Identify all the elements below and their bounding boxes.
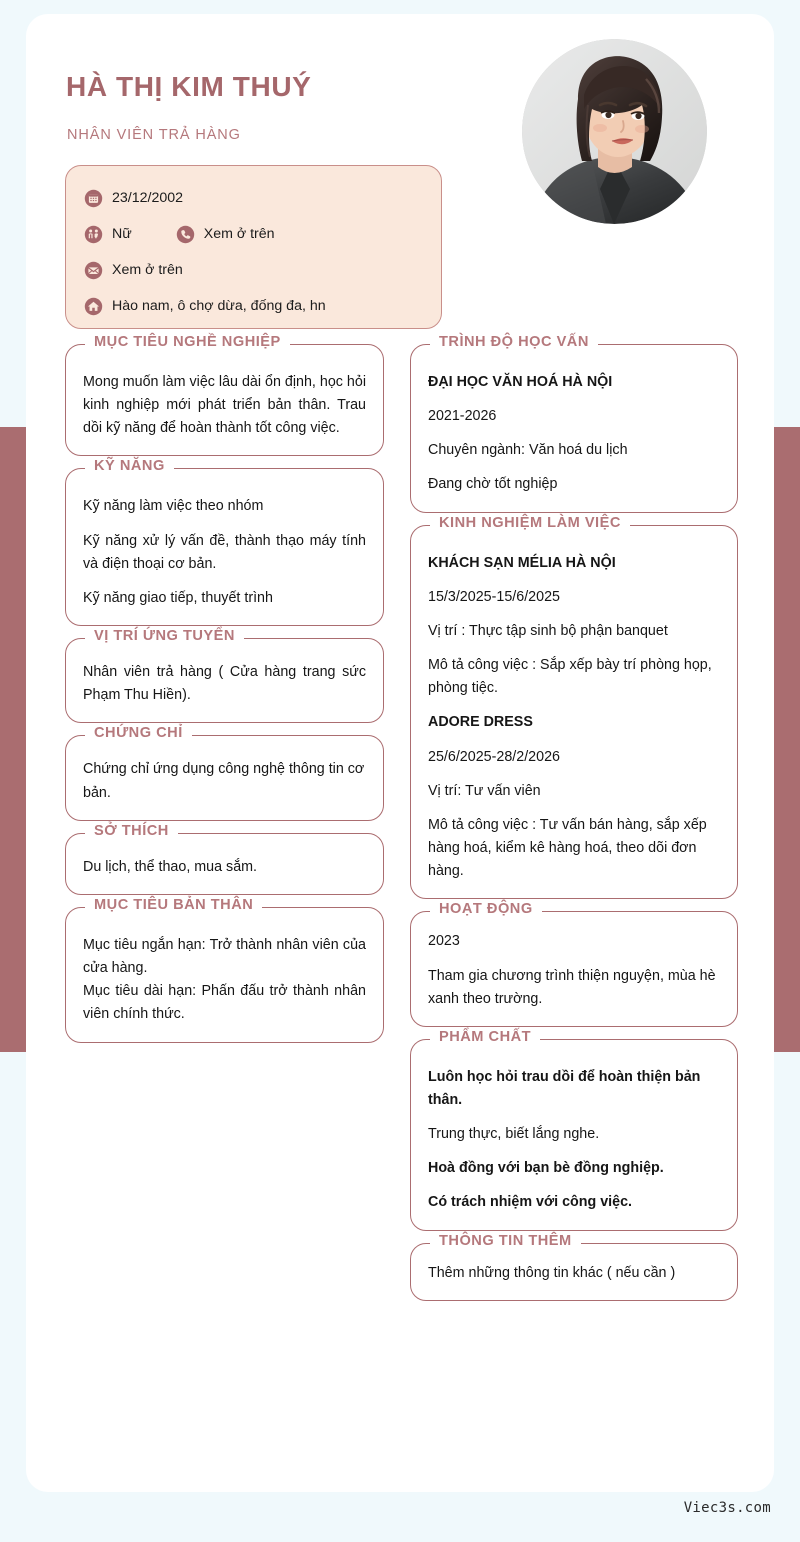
section-applied-position <box>65 628 384 723</box>
section-title: SỞ THÍCH <box>85 823 178 839</box>
right-column <box>410 334 738 1313</box>
gender-value: Nữ <box>112 226 132 242</box>
contact-gender <box>84 225 132 244</box>
section-title: KINH NGHIỆM LÀM VIỆC <box>430 515 630 531</box>
section-title: KỸ NĂNG <box>85 458 174 474</box>
contact-row <box>84 180 423 216</box>
section-title: PHẨM CHẤT <box>430 1029 540 1045</box>
experience-position: Vị trí : Thực tập sinh bộ phận banquet <box>428 622 668 639</box>
contact-email <box>84 261 183 280</box>
section-body <box>83 758 366 804</box>
experience-description: Mô tả công việc : Tư vấn bán hàng, sắp xếp hàng hoá, kiểm kê hàng hoá, theo dõi đơn hàng. <box>428 816 707 880</box>
home-icon <box>84 297 103 316</box>
section-body <box>83 371 366 440</box>
experience-company: ADORE DRESS <box>428 714 533 731</box>
section-title: MỤC TIÊU NGHỀ NGHIỆP <box>85 334 290 350</box>
section-personal-goals <box>65 896 384 1043</box>
profile-photo-illustration <box>522 39 707 224</box>
certificate-text: Chứng chỉ ứng dụng công nghệ thông tin cơ bản. <box>83 761 365 801</box>
section-activities <box>410 901 738 1026</box>
additional-info-text: Thêm những thông tin khác ( nếu cần ) <box>428 1264 676 1281</box>
cv-card <box>26 14 774 1492</box>
phone-icon <box>176 225 195 244</box>
activity-description: Tham gia chương trình thiện nguyện, mùa hè xanh theo trường. <box>428 967 716 1007</box>
section-title: VỊ TRÍ ỨNG TUYỂN <box>85 628 244 644</box>
experience-company: KHÁCH SẠN MÉLIA HÀ NỘI <box>428 554 616 571</box>
section-body <box>83 856 366 879</box>
quality-item: Luôn học hỏi trau dồi để hoàn thiện bản thân. <box>428 1068 701 1108</box>
section-body <box>428 371 720 497</box>
education-school: ĐẠI HỌC VĂN HOÁ HÀ NỘI <box>428 374 613 390</box>
decorative-bar-right <box>774 427 800 1052</box>
contact-row <box>84 252 423 288</box>
email-value: Xem ở trên <box>112 262 183 278</box>
section-qualities <box>410 1028 738 1231</box>
candidate-job-title: NHÂN VIÊN TRẢ HÀNG <box>67 127 241 143</box>
education-status: Đang chờ tốt nghiệp <box>428 476 558 493</box>
quality-item: Hoà đồng với bạn bè đồng nghiệp. <box>428 1160 664 1177</box>
profile-photo <box>522 39 707 224</box>
contact-row <box>84 288 423 324</box>
personal-goal-item: Mục tiêu dài hạn: Phấn đấu trở thành nhân viên chính thức. <box>83 983 366 1023</box>
section-body <box>428 552 720 884</box>
candidate-name: HÀ THỊ KIM THUÝ <box>66 71 312 102</box>
email-icon <box>84 261 103 280</box>
skill-item: Kỹ năng xử lý vấn đề, thành thạo máy tính và điện thoại cơ bản. <box>83 532 366 572</box>
personal-goal-item: Mục tiêu ngắn hạn: Trở thành nhân viên của cửa hàng. <box>83 936 366 977</box>
birthday-value: 23/12/2002 <box>112 190 184 206</box>
section-hobbies <box>65 822 384 895</box>
hobbies-text: Du lịch, thể thao, mua sắm. <box>83 858 258 875</box>
education-years: 2021-2026 <box>428 408 497 425</box>
experience-position: Vị trí: Tư vấn viên <box>428 782 541 799</box>
contact-phone <box>176 225 275 244</box>
section-body <box>83 934 366 1027</box>
section-title: TRÌNH ĐỘ HỌC VẤN <box>430 334 598 350</box>
section-additional-info <box>410 1232 738 1301</box>
contact-row <box>84 216 423 252</box>
watermark: Viec3s.com <box>683 1500 771 1516</box>
phone-value: Xem ở trên <box>203 226 275 242</box>
section-body <box>428 1066 720 1215</box>
skill-item: Kỹ năng làm việc theo nhóm <box>83 498 264 515</box>
contact-address <box>84 297 326 316</box>
contact-info-box <box>65 165 442 329</box>
section-title: THÔNG TIN THÊM <box>430 1233 581 1249</box>
section-body <box>428 930 720 1010</box>
section-education <box>410 334 738 513</box>
section-experience <box>410 514 738 900</box>
section-body <box>83 661 366 707</box>
applied-position-text: Nhân viên trả hàng ( Cửa hàng trang sức Phạm Thu Hiền). <box>83 664 366 704</box>
experience-period: 25/6/2025-28/2/2026 <box>428 748 560 765</box>
experience-period: 15/3/2025-15/6/2025 <box>428 588 560 605</box>
section-title: MỤC TIÊU BẢN THÂN <box>85 897 262 913</box>
left-column <box>65 334 384 1055</box>
section-title: CHỨNG CHỈ <box>85 725 192 741</box>
section-career-objective <box>65 334 384 456</box>
calendar-icon <box>84 189 103 208</box>
section-body <box>428 1262 720 1285</box>
gender-icon <box>84 225 103 244</box>
skill-item: Kỹ năng giao tiếp, thuyết trình <box>83 589 273 606</box>
quality-item: Có trách nhiệm với công việc. <box>428 1194 633 1211</box>
education-major: Chuyên ngành: Văn hoá du lịch <box>428 442 628 459</box>
contact-birthday <box>84 189 183 208</box>
career-objective-text: Mong muốn làm việc lâu dài ổn định, học hỏi kinh nghiệp mới phát triển bản thân. Trau dồi kỹ năng để hoàn thành tốt công việc. <box>83 374 366 437</box>
section-certificates <box>65 725 384 820</box>
section-skills <box>65 458 384 626</box>
section-title: HOẠT ĐỘNG <box>430 901 542 917</box>
section-body <box>83 495 366 610</box>
address-value: Hào nam, ô chợ dừa, đống đa, hn <box>112 298 326 314</box>
experience-description: Mô tả công việc : Sắp xếp bày trí phòng họp, phòng tiệc. <box>428 657 712 697</box>
activity-year: 2023 <box>428 933 460 950</box>
decorative-bar-left <box>0 427 26 1052</box>
quality-item: Trung thực, biết lắng nghe. <box>428 1126 600 1143</box>
